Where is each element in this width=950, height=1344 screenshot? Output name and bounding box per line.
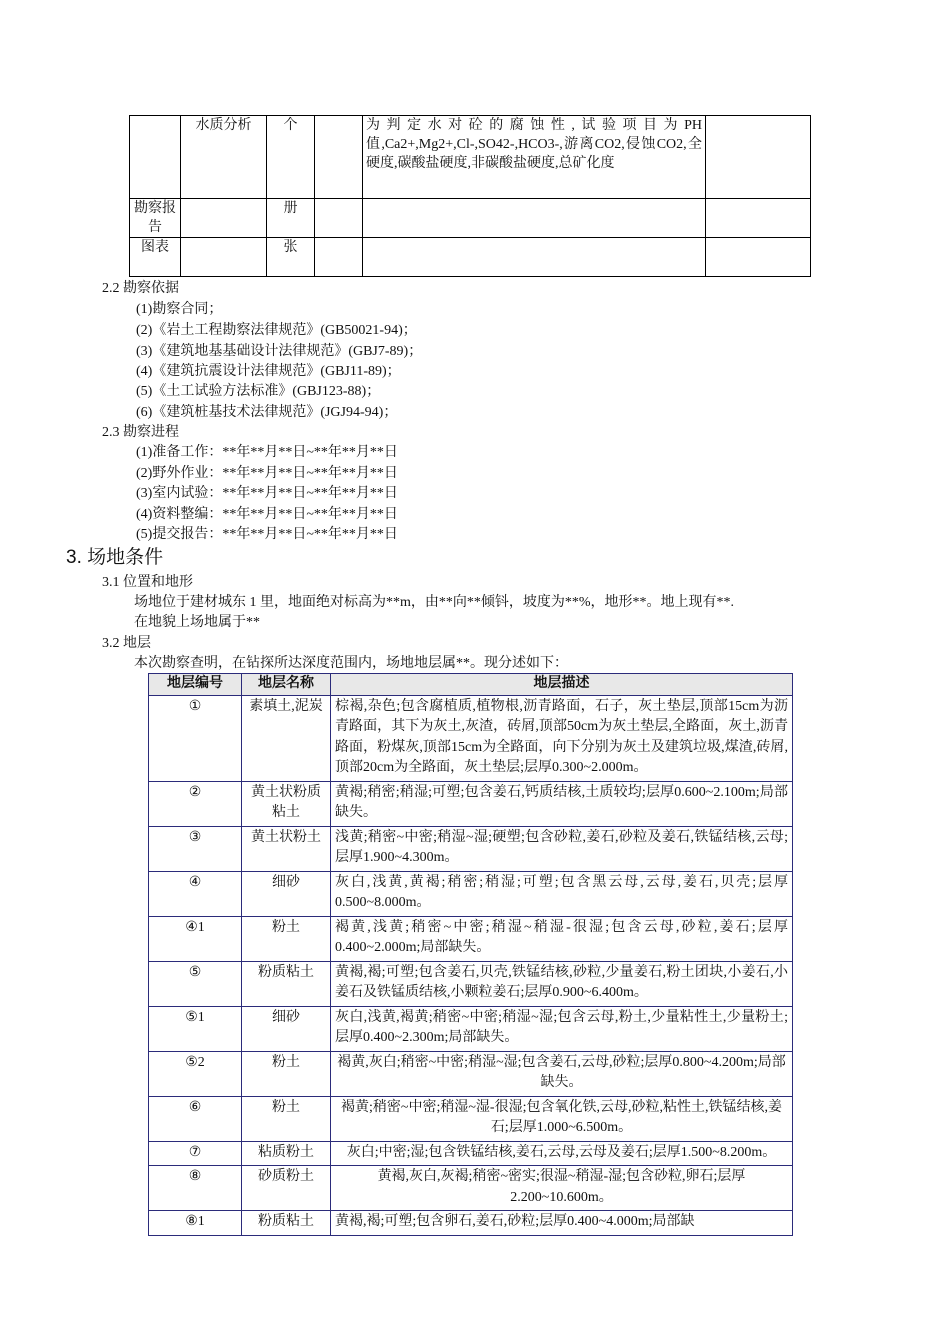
table-cell: 水质分析 (181, 116, 267, 199)
schedule-item: (1)准备工作：**年**月**日~**年**月**日 (136, 445, 398, 460)
layer-description: 褐黄;稍密~中密;稍湿~湿-很湿;包含氧化铁,云母,砂粒,粘性土,铁锰结核,姜石;层厚1.000~6.500m。 (331, 1096, 793, 1141)
layer-number: ⑦ (149, 1141, 242, 1166)
table-cell (181, 199, 267, 238)
table-cell (363, 199, 706, 238)
table-cell: 个 (267, 116, 315, 199)
table-row (149, 871, 793, 916)
table-row (130, 199, 811, 238)
table-cell (706, 238, 811, 277)
table-header-row (149, 674, 793, 696)
schedule-item: (2)野外作业：**年**月**日~**年**月**日 (136, 466, 398, 481)
layer-number: ⑤ (149, 961, 242, 1006)
paragraph-location-cont: 在地貌上场地属于** (134, 615, 260, 630)
layer-number: ⑤1 (149, 1006, 242, 1051)
layer-number: ⑧1 (149, 1211, 242, 1236)
reference-item: (2)《岩土工程勘察法律规范》(GB50021-94)； (136, 323, 417, 338)
schedule-item: (5)提交报告：**年**月**日~**年**月**日 (136, 527, 398, 542)
section-heading-3-2: 3.2 地层 (102, 636, 151, 651)
table-row (149, 1096, 793, 1141)
layer-name: 粘质粉土 (242, 1141, 331, 1166)
layer-number: ③ (149, 826, 242, 871)
layer-name: 粉质粘土 (242, 961, 331, 1006)
layer-name: 粉质粘土 (242, 1211, 331, 1236)
table-row (149, 1166, 793, 1211)
layer-description: 灰白,浅黄,褐黄;稍密~中密;稍湿~湿;包含云母,粉土,少量粘性土,少量粉土;层厚0.400~2.300m;局部缺失。 (331, 1006, 793, 1051)
layer-description: 黄褐,褐;可塑;包含姜石,贝壳,铁锰结核,砂粒,少量姜石,粉土团块,小姜石,小姜石及铁锰质结核,小颗粒姜石;层厚0.900~6.400m。 (331, 961, 793, 1006)
table-cell (315, 238, 363, 277)
column-header: 地层编号 (149, 674, 242, 696)
layer-name: 粉土 (242, 916, 331, 961)
reference-item: (6)《建筑桩基技术法律规范》(JGJ94-94)； (136, 405, 398, 420)
table-cell (130, 116, 181, 199)
layer-name: 素填土,泥炭 (242, 695, 331, 781)
table-row (149, 1141, 793, 1166)
layer-name: 黄土状粉质粘土 (242, 781, 331, 826)
reference-item: (1)勘察合同； (136, 302, 223, 317)
layer-name: 砂质粉土 (242, 1166, 331, 1211)
table-cell: 册 (267, 199, 315, 238)
layer-description: 褐黄,浅黄;稍密~中密;稍湿~稍湿-很湿;包含云母,砂粒,姜石;层厚0.400~2.000m;局部缺失。 (331, 916, 793, 961)
layer-number: ④1 (149, 916, 242, 961)
table-cell: 图表 (130, 238, 181, 277)
table-cell (315, 199, 363, 238)
table-cell (363, 238, 706, 277)
layer-description: 褐黄,灰白;稍密~中密;稍湿~湿;包含姜石,云母,砂粒;层厚0.800~4.200m;局部缺失。 (331, 1051, 793, 1096)
table-row (149, 781, 793, 826)
table-row (149, 1051, 793, 1096)
layer-number: ① (149, 695, 242, 781)
survey-workload-table (129, 115, 811, 277)
layer-number: ④ (149, 871, 242, 916)
layer-description: 黄褐,灰白,灰褐;稍密~密实;很湿~稍湿-湿;包含砂粒,卵石;层厚2.200~10.600m。 (331, 1166, 793, 1211)
table-row (149, 695, 793, 781)
layer-number: ② (149, 781, 242, 826)
table-row (149, 1006, 793, 1051)
section-heading-3: 3. 场地条件 (66, 547, 164, 568)
layer-description: 浅黄;稍密~中密;稍湿~湿;硬塑;包含砂粒,姜石,砂粒及姜石,铁锰结核,云母;层厚1.900~4.300m。 (331, 826, 793, 871)
table-cell: 勘察报告 (130, 199, 181, 238)
layer-description: 灰白;中密;湿;包含铁锰结核,姜石,云母,云母及姜石;层厚1.500~8.200m。 (331, 1141, 793, 1166)
reference-item: (3)《建筑地基基础设计法律规范》(GBJ7-89)； (136, 344, 423, 359)
reference-item: (4)《建筑抗震设计法律规范》(GBJ11-89)； (136, 364, 401, 379)
layer-description: 棕褐,杂色;包含腐植质,植物根,沥青路面，石子，灰土垫层,顶部15cm为沥青路面，其下为灰土,灰渣，砖屑,顶部50cm为灰土垫层,全路面，灰土,沥青路面，粉煤灰,顶部15cm为全路面，向下分别为灰土及建筑垃圾,煤渣,砖屑,顶部20cm为全路面，灰土垫层;层厚0.300~2.000m。 (331, 695, 793, 781)
table-row (149, 1211, 793, 1236)
table-cell: 张 (267, 238, 315, 277)
layer-number: ⑧ (149, 1166, 242, 1211)
table-row (149, 826, 793, 871)
paragraph-strata: 本次勘察查明，在钻探所达深度范围内，场地地层属**。现分述如下： (134, 656, 568, 671)
layer-number: ⑥ (149, 1096, 242, 1141)
layer-number: ⑤2 (149, 1051, 242, 1096)
section-heading-2-3: 2.3 勘察进程 (102, 425, 179, 440)
table-cell (181, 238, 267, 277)
strata-table (148, 673, 793, 1236)
layer-name: 细砂 (242, 871, 331, 916)
table-row (130, 116, 811, 199)
layer-name: 粉土 (242, 1096, 331, 1141)
schedule-item: (4)资料整编：**年**月**日~**年**月**日 (136, 507, 398, 522)
layer-description: 黄褐;稍密;稍湿;可塑;包含姜石,钙质结核,土质较均;层厚0.600~2.100m;局部缺失。 (331, 781, 793, 826)
paragraph-location: 场地位于建材城东 1 里，地面绝对标高为**m，由**向**倾钭，坡度为**%，地形**。地上现有**. (134, 595, 735, 610)
table-row (149, 916, 793, 961)
section-heading-3-1: 3.1 位置和地形 (102, 575, 193, 590)
column-header: 地层名称 (242, 674, 331, 696)
table-cell: 为判定水对砼的腐蚀性,试验项目为PH值,Ca2+,Mg2+,Cl-,SO42-,HCO3-,游离CO2,侵蚀CO2,全硬度,碳酸盐硬度,非碳酸盐硬度,总矿化度 (363, 116, 706, 199)
section-heading-2-2: 2.2 勘察依据 (102, 281, 179, 296)
table-row (130, 238, 811, 277)
layer-description: 灰白,浅黄,黄褐;稍密;稍湿;可塑;包含黑云母,云母,姜石,贝壳;层厚0.500~8.000m。 (331, 871, 793, 916)
table-cell (706, 199, 811, 238)
reference-item: (5)《土工试验方法标准》(GBJ123-88)； (136, 384, 381, 399)
table-row (149, 961, 793, 1006)
layer-name: 粉土 (242, 1051, 331, 1096)
column-header: 地层描述 (331, 674, 793, 696)
layer-name: 黄土状粉土 (242, 826, 331, 871)
schedule-item: (3)室内试验：**年**月**日~**年**月**日 (136, 486, 398, 501)
layer-description: 黄褐,褐;可塑;包含卵石,姜石,砂粒;层厚0.400~4.000m;局部缺 (331, 1211, 793, 1236)
layer-name: 细砂 (242, 1006, 331, 1051)
table-cell (706, 116, 811, 199)
table-cell (315, 116, 363, 199)
